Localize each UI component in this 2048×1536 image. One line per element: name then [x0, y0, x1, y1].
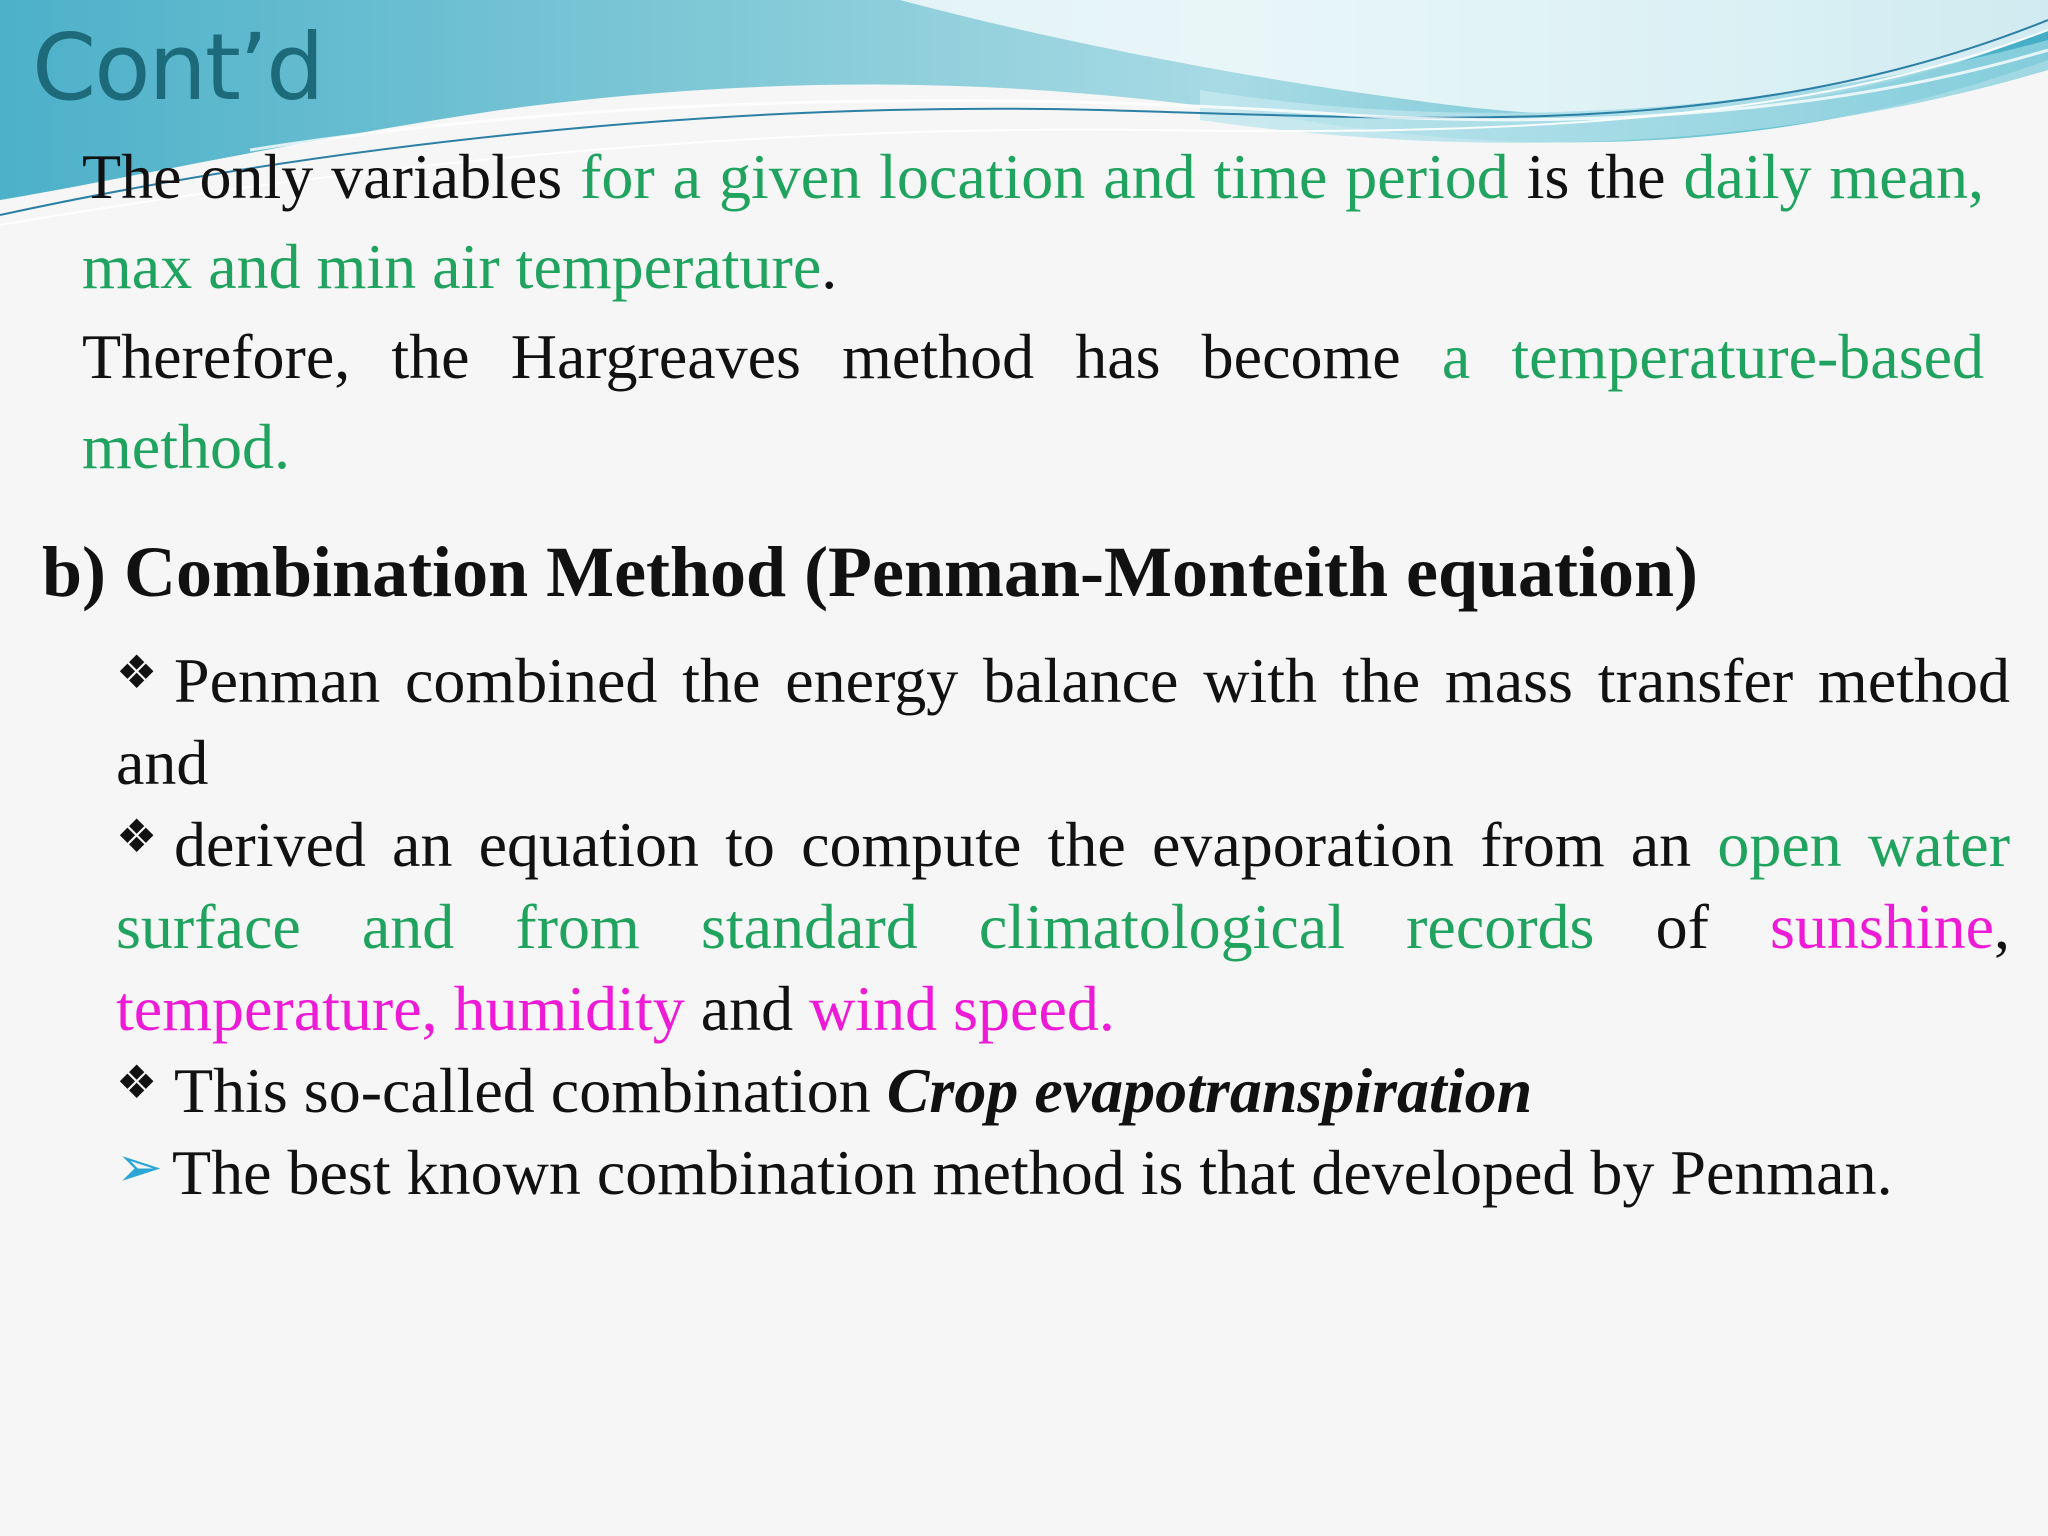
- section-heading: b) Combination Method (Penman-Monteith equation): [42, 532, 1699, 612]
- intro-text: [82, 132, 1984, 492]
- highlight-location-time: for a given location and time period: [580, 141, 1509, 212]
- highlight-temperature: daily mean, max and min air temperature: [82, 141, 1985, 302]
- highlight-temperature-humidity: temperature, humidity: [116, 973, 685, 1044]
- highlight-temperature-based: a temperature-based method.: [82, 321, 1985, 482]
- highlight-open-water: open water surface and from standard climatological records: [116, 809, 2011, 962]
- bullet-list: [116, 640, 2010, 1214]
- arrow-bullet-icon: ➢: [116, 1137, 163, 1199]
- slide-title: Cont’d: [32, 14, 323, 121]
- diamond-bullet-icon: ❖: [116, 647, 158, 698]
- diamond-bullet-icon: ❖: [116, 811, 158, 862]
- diamond-bullet-icon: ❖: [116, 1057, 158, 1108]
- intro-paragraph-2: Therefore, the Hargreaves method has become a temperature-based method.: [82, 321, 1985, 482]
- highlight-wind-speed: wind speed.: [809, 973, 1115, 1044]
- emphasis-crop-evapotranspiration: Crop evapotranspiration: [886, 1055, 1533, 1126]
- bullet-item: ❖ derived an equation to compute the evaporation from an open water surface and from standard climatological records of sunshine, temperature, humidity and wind speed.: [116, 809, 2011, 1044]
- bullet-item: ❖ Penman combined the energy balance with the mass transfer method and: [116, 645, 2010, 798]
- bullet-item: ❖ This so-called combination Crop evapotranspiration: [116, 1055, 1533, 1126]
- bullet-item: ➢ The best known combination method is that developed by Penman.: [116, 1137, 1893, 1208]
- intro-paragraph-1: The only variables for a given location and time period is the daily mean, max and min air temperature.: [82, 141, 1985, 302]
- highlight-sunshine: sunshine: [1770, 891, 1994, 962]
